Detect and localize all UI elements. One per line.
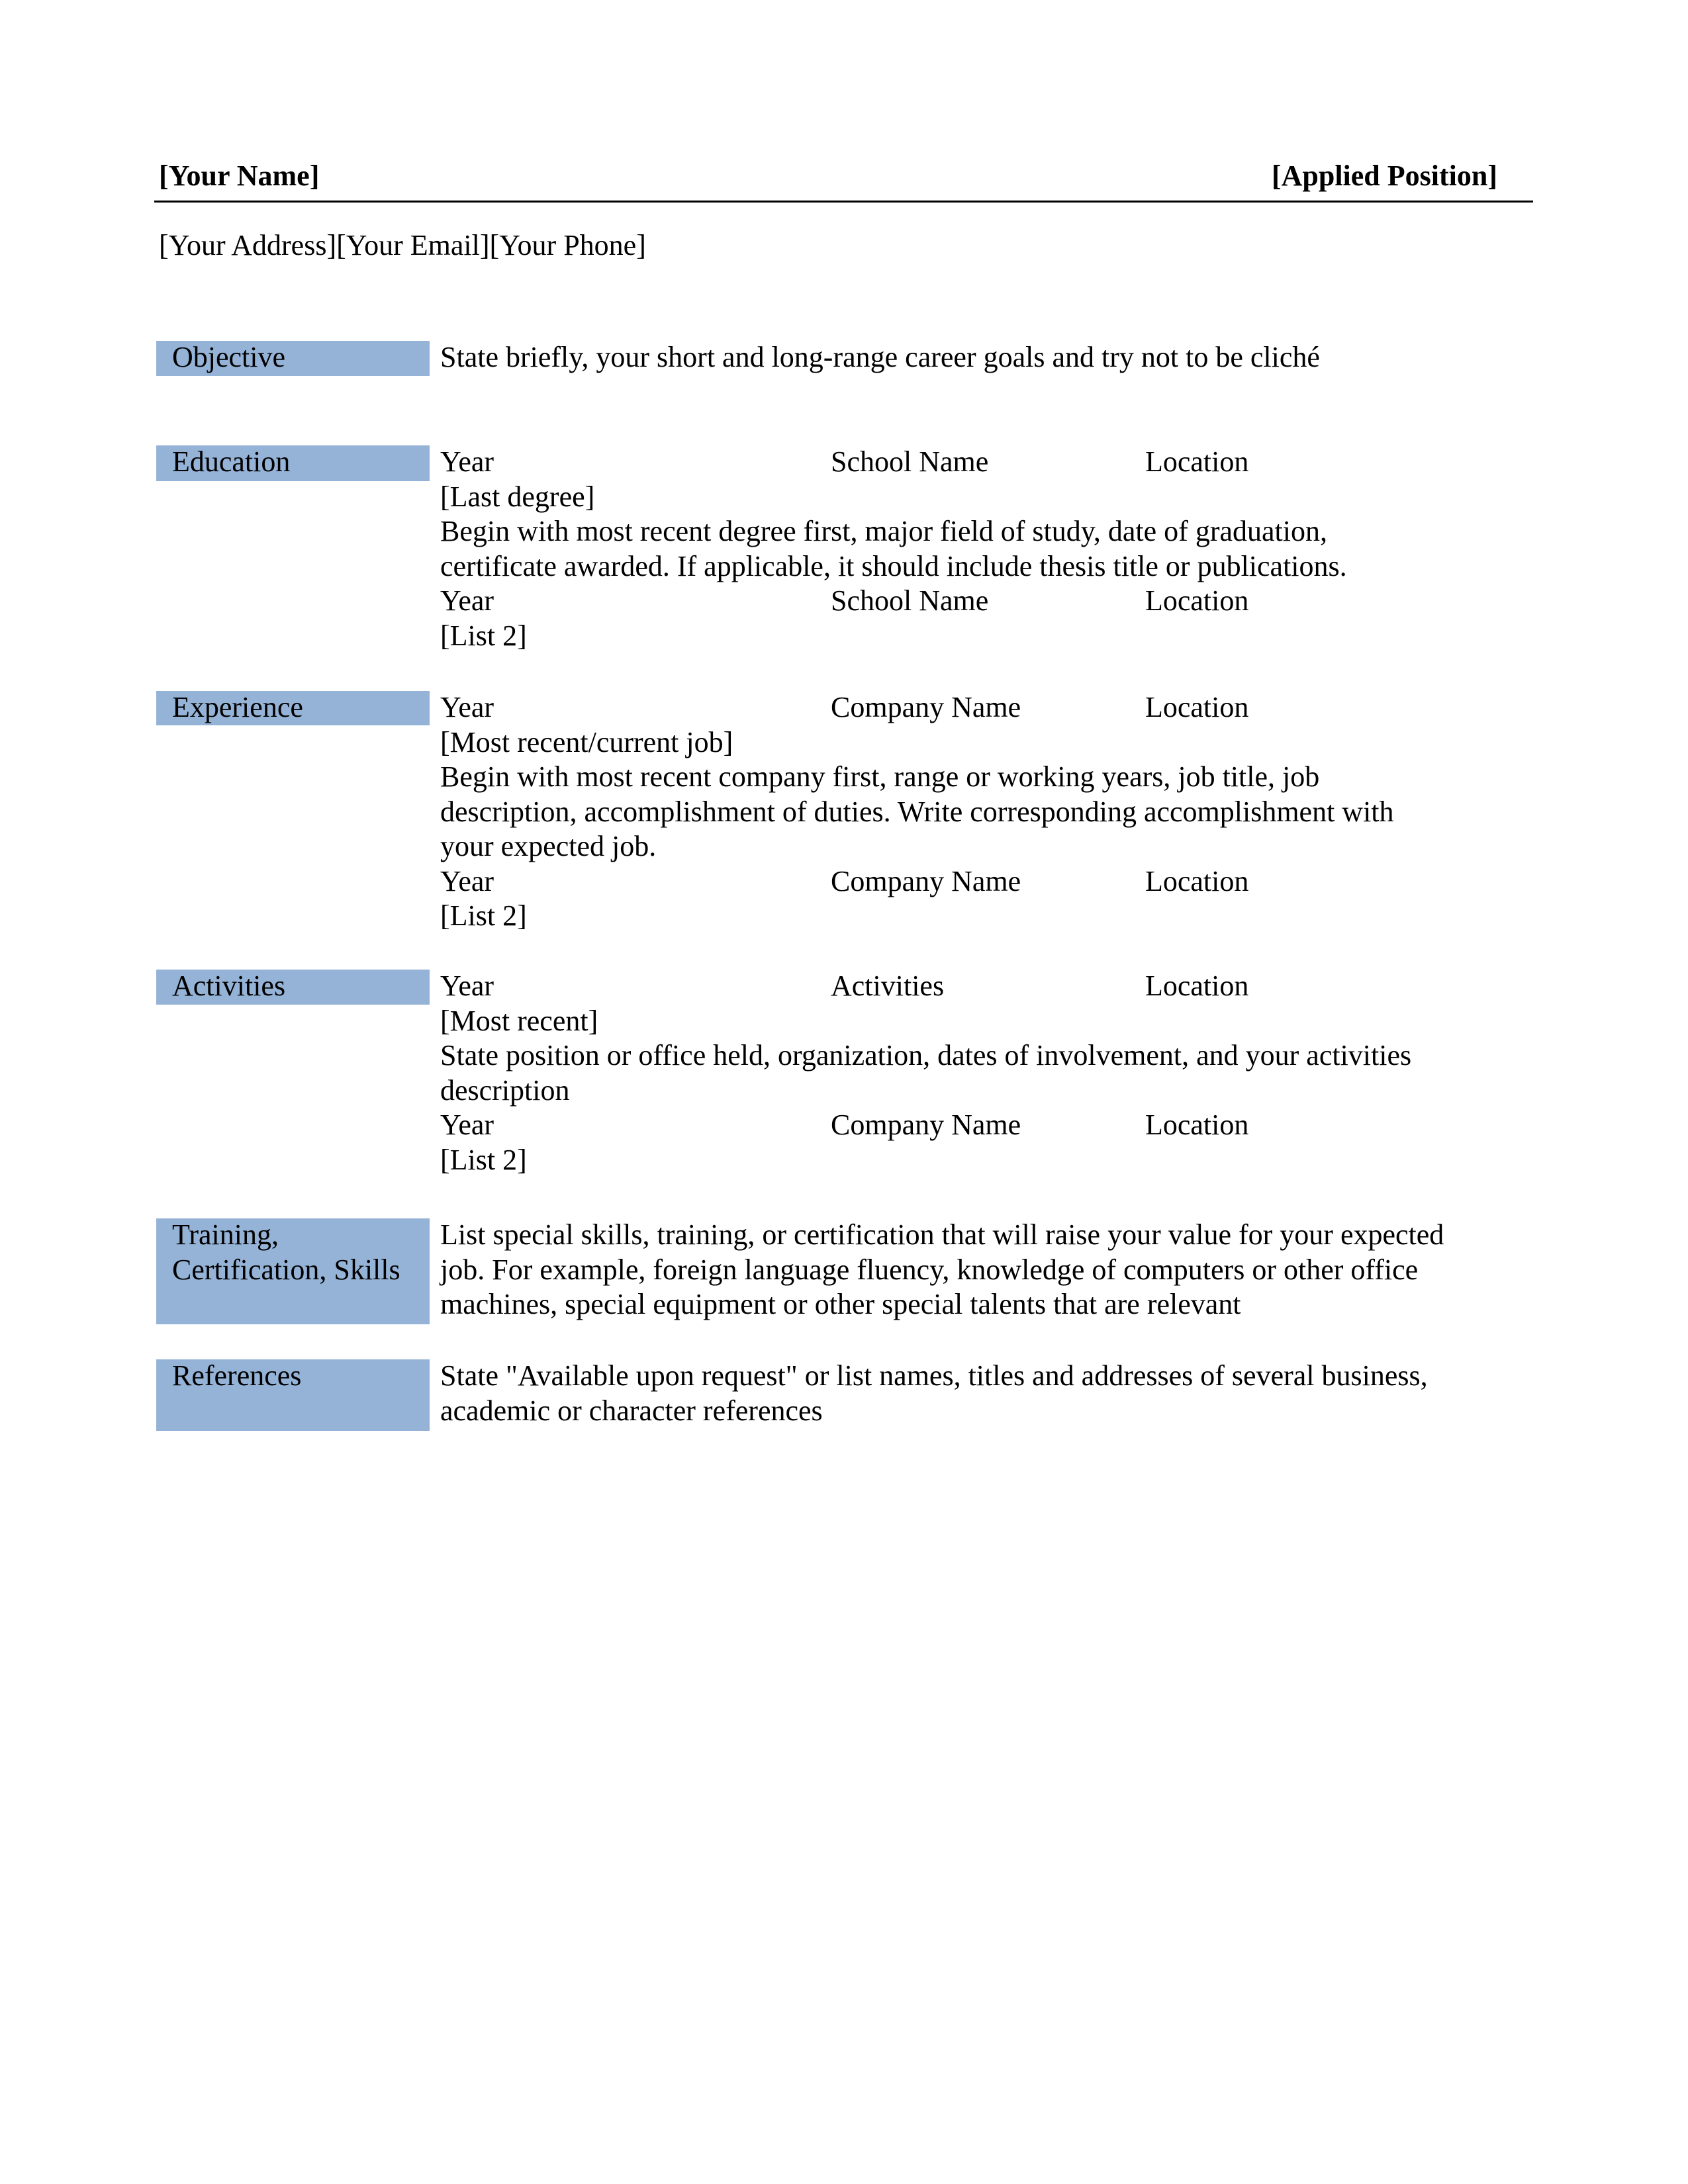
activities-year: Year <box>440 970 494 1002</box>
objective-text: State briefly, your short and long-range career goals and try not to be cliché <box>440 341 1320 373</box>
activities-item: [Most recent] <box>440 1004 598 1037</box>
education-description-line: certificate awarded. If applicable, it should include thesis title or publications. <box>440 549 1347 582</box>
activities-company-name: Company Name <box>831 1109 1021 1141</box>
education-school-name: School Name <box>831 584 989 617</box>
experience-row <box>440 690 1499 725</box>
activities-label-text: Activities <box>172 970 286 1002</box>
experience-location: Location <box>1145 864 1249 897</box>
experience-label-text: Experience <box>172 691 303 723</box>
education-label-text: Education <box>172 445 291 478</box>
education-content <box>440 445 1499 653</box>
training-description-line: job. For example, foreign language fluency, knowledge of computers or other office <box>440 1253 1419 1286</box>
experience-row <box>440 864 1499 899</box>
name-heading: [Your Name] <box>159 159 320 192</box>
experience-location: Location <box>1145 691 1249 723</box>
education-label <box>156 445 430 481</box>
education-item: [List 2] <box>440 619 527 652</box>
contact-line: [Your Address][Your Email][Your Phone] <box>159 229 646 261</box>
activities-description-line: description <box>440 1073 570 1107</box>
applied-position-heading: [Applied Position] <box>1271 159 1497 192</box>
objective-content <box>440 340 1499 375</box>
references-description-line: academic or character references <box>440 1394 823 1427</box>
activities-row <box>440 1108 1499 1143</box>
experience-company-name: Company Name <box>831 864 1021 897</box>
training-label <box>156 1218 430 1324</box>
training-description-line: machines, special equipment or other special talents that are relevant <box>440 1288 1241 1320</box>
education-description-line: Begin with most recent degree first, major field of study, date of graduation, <box>440 515 1327 547</box>
header-rule <box>154 201 1533 203</box>
education-year: Year <box>440 445 494 478</box>
education-school-name: School Name <box>831 445 989 478</box>
experience-label <box>156 691 430 725</box>
experience-description-line: description, accomplishment of duties. Write corresponding accomplishment with <box>440 795 1394 828</box>
experience-description-line: Begin with most recent company first, range or working years, job title, job <box>440 760 1320 793</box>
training-label-text <box>172 1218 400 1287</box>
activities-location: Location <box>1145 1109 1249 1141</box>
objective-label <box>156 341 430 376</box>
education-location: Location <box>1145 584 1249 617</box>
objective-label-text: Objective <box>172 341 286 373</box>
activities-location: Location <box>1145 970 1249 1002</box>
education-year: Year <box>440 584 494 617</box>
training-label-line: Certification, Skills <box>172 1253 400 1286</box>
references-content <box>440 1359 1499 1428</box>
training-content <box>440 1218 1499 1322</box>
experience-company-name: Company Name <box>831 691 1021 723</box>
experience-year: Year <box>440 691 494 723</box>
education-location: Location <box>1145 445 1249 478</box>
activities-item: [List 2] <box>440 1143 527 1176</box>
activities-row <box>440 969 1499 1004</box>
experience-description-line: your expected job. <box>440 830 657 862</box>
experience-year: Year <box>440 864 494 897</box>
activities-description-line: State position or office held, organization, dates of involvement, and your activities <box>440 1039 1412 1071</box>
activities-name: Activities <box>831 970 945 1002</box>
education-row <box>440 445 1499 480</box>
references-label-text: References <box>172 1359 302 1392</box>
experience-item: [Most recent/current job] <box>440 725 733 758</box>
experience-item: [List 2] <box>440 899 527 932</box>
training-label-line: Training, <box>172 1218 279 1251</box>
references-description-line: State "Available upon request" or list names, titles and addresses of several business, <box>440 1359 1428 1392</box>
activities-content <box>440 969 1499 1177</box>
education-row <box>440 584 1499 619</box>
activities-label <box>156 970 430 1005</box>
education-item: [Last degree] <box>440 480 595 513</box>
experience-content <box>440 690 1499 934</box>
activities-year: Year <box>440 1109 494 1141</box>
training-description-line: List special skills, training, or certification that will raise your value for your expected <box>440 1218 1444 1251</box>
references-label <box>156 1359 430 1431</box>
